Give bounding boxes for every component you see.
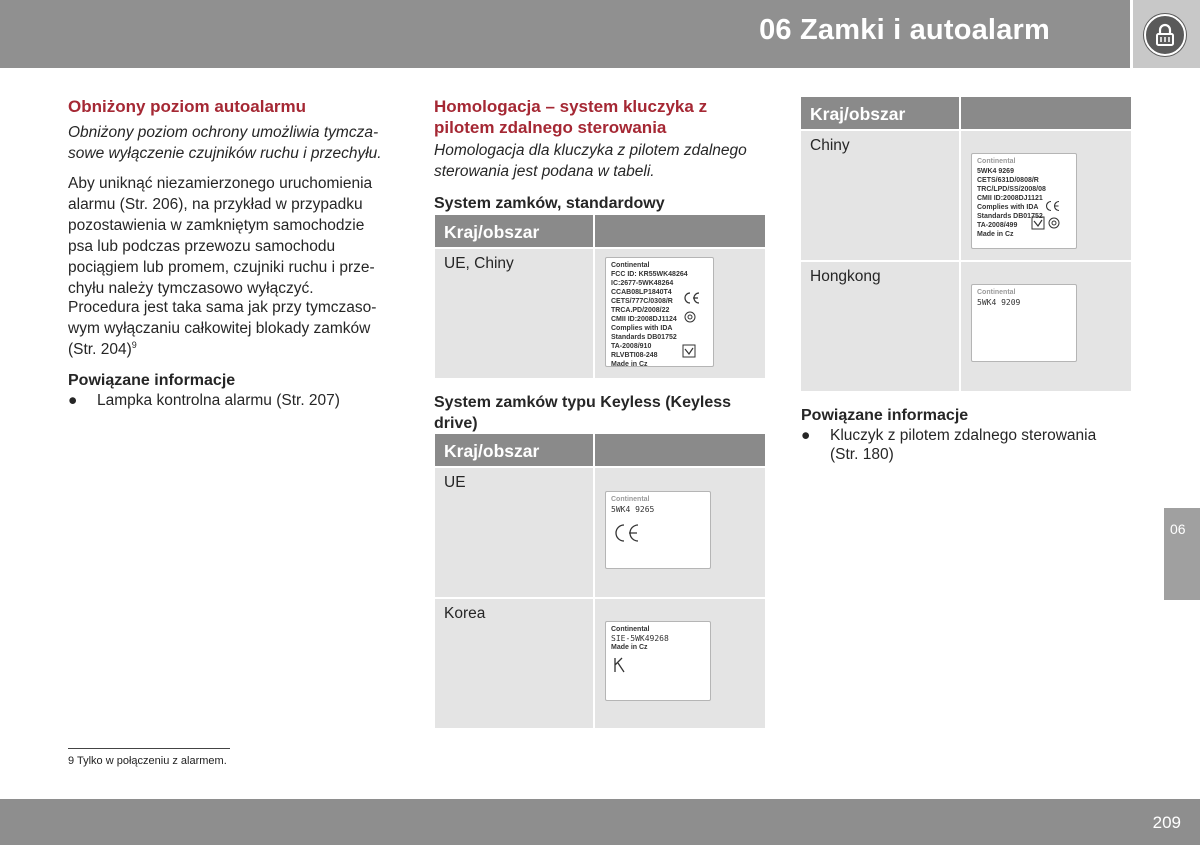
bullet-icon: ● [801,427,811,444]
label-text: 5WK4 9269 [977,168,1014,175]
ce-mark-icon [612,522,642,544]
label-text: IC:2677-5WK48264 [611,280,674,287]
ctick-mark-icon [682,344,696,358]
section-heading-homologation [434,96,707,138]
text-line: alarmu (Str. 206), na przykład w przypadku [68,196,363,213]
label-text: 5WK4 9265 [611,505,655,514]
label-text: Complies with IDA [611,325,673,332]
label-text: CETS/631D/0808/R [977,177,1039,184]
related-link-remote-key[interactable] [801,426,1131,464]
text-line: sterowania jest podana w tabeli. [434,163,655,180]
chapter-number: 06 [1170,521,1186,537]
page-footer [0,799,1200,845]
column-header-region: Kraj/obszar [435,434,593,466]
certification-label-image [605,257,714,367]
related-link-text: Lampka kontrolna alarmu (Str. 207) [97,392,340,409]
bullet-icon: ● [68,392,78,409]
column-header-label [961,97,1131,129]
label-text: Standards DB01752 [611,334,677,341]
label-text: Continental [611,262,650,269]
text-line: pozostawienia w zamkniętym samochodzie [68,217,365,234]
text-line: System zamków typu Keyless (Keyless [434,394,732,411]
text-line: Procedura jest taka sama jak przy tymczaso- [68,299,377,316]
table1-heading: System zamków, standardowy [434,195,665,212]
lock-icon [1144,14,1186,56]
text-line: (Str. 180) [830,446,894,463]
left-paragraph-1 [68,173,375,299]
related-info-heading-left: Powiązane informacje [68,372,236,389]
label-text: RLVBTI08-248 [611,352,658,359]
left-intro [68,122,382,164]
label-text: CMII ID:2008DJ1121 [977,195,1043,202]
label-text: CETS/777C/0308/R [611,298,673,305]
text-line: wym wyłączaniu całkowitej blokady zamków [68,320,371,337]
text-line: Obniżony poziom ochrony umożliwia tymcza- [68,124,379,141]
text-line: pociągiem lub promem, czujniki ruchu i prze- [68,259,375,276]
footnote-divider [68,748,230,749]
certification-label-image [605,491,711,569]
table-cell-label [961,131,1131,260]
label-text: Made in Cz [977,231,1014,238]
kc-mark-icon [613,656,627,674]
table-cell-region [435,249,593,378]
table-cell-region [801,131,959,260]
label-text: Made in Cz [611,644,648,651]
label-text: FCC ID: KR55WK48264 [611,271,688,278]
region-text: Chiny [810,137,850,154]
label-brand: Continental [611,496,650,503]
table-cell-label [595,599,765,728]
text-line: sowe wyłączenie czujników ruchu i przechyłu. [68,145,382,162]
certification-label-image [605,621,711,701]
label-text: Made in Cz [611,361,648,368]
table-cell-region [435,599,593,728]
label-text: Continental [611,626,650,633]
label-text: SIE-5WK49268 [611,634,669,643]
related-info-heading-right: Powiązane informacje [801,407,969,424]
region-text: Korea [444,605,486,622]
text-line: Homologacja dla kluczyka z pilotem zdalnego [434,142,747,159]
left-paragraph-2 [68,297,376,360]
label-text: Standards DB01752 [977,213,1043,220]
page-header [0,0,1130,68]
page-number: 209 [1152,813,1181,832]
page-reference: (Str. 204) [68,341,132,358]
table-cell-region [801,262,959,391]
alert-circle-icon [1048,217,1060,229]
column-header-label [595,434,765,466]
middle-intro [434,140,747,182]
footnote-text: Tylko w połączeniu z alarmem. [76,755,227,767]
alert-circle-icon [684,311,696,323]
label-text: TA-2008/910 [611,343,652,350]
table-cell-label [595,468,765,597]
region-text: Hongkong [810,268,881,285]
text-line: Aby uniknąć niezamierzonego uruchomienia [68,175,373,192]
text-line: chyłu należy tymczasowo wyłączyć. [68,280,314,297]
chapter-side-tab[interactable] [1164,508,1200,600]
table-cell-label [961,262,1131,391]
ctick-mark-icon [1031,216,1045,230]
text-line: Homologacja – system kluczyka z [434,97,708,116]
ce-mark-icon [682,291,702,305]
footnote [68,755,227,767]
chapter-title: 06 Zamki i autoalarm [759,14,1050,46]
label-text: CMII ID:2008DJ1124 [611,316,677,323]
label-text: Complies with IDA [977,204,1039,211]
text-line: Kluczyk z pilotem zdalnego sterowania [830,427,1097,444]
label-brand: Continental [977,289,1016,296]
text-line: psa lub podczas przewozu samochodu [68,238,336,255]
certification-label-image [971,284,1077,362]
related-link-alarm-lamp[interactable] [68,391,398,411]
table-cell-label [595,249,765,378]
text-line [68,339,376,360]
region-text: UE, Chiny [444,255,514,272]
ce-mark-icon [1044,200,1062,212]
region-text: UE [444,474,466,491]
text-line: drive) [434,415,478,432]
section-heading-reduced-alarm: Obniżony poziom autoalarmu [68,97,307,116]
label-text: TRCA.PD/2008/22 [611,307,670,314]
column-header-region: Kraj/obszar [801,97,959,129]
label-brand: Continental [977,158,1016,165]
related-link-text [830,426,1096,464]
column-header-region: Kraj/obszar [435,215,593,247]
footnote-number: 9 [68,755,75,767]
label-text: 5WK4 9209 [977,298,1021,307]
text-line: pilotem zdalnego sterowania [434,118,667,137]
label-text: TA-2008/499 [977,222,1018,229]
certification-label-image [971,153,1077,249]
label-text: TRC/LPD/SS/2008/08 [977,186,1046,193]
column-header-label [595,215,765,247]
table-cell-region [435,468,593,597]
label-text: CCAB08LP1840T4 [611,289,672,296]
table2-heading [434,392,731,434]
footnote-marker: 9 [131,339,137,350]
